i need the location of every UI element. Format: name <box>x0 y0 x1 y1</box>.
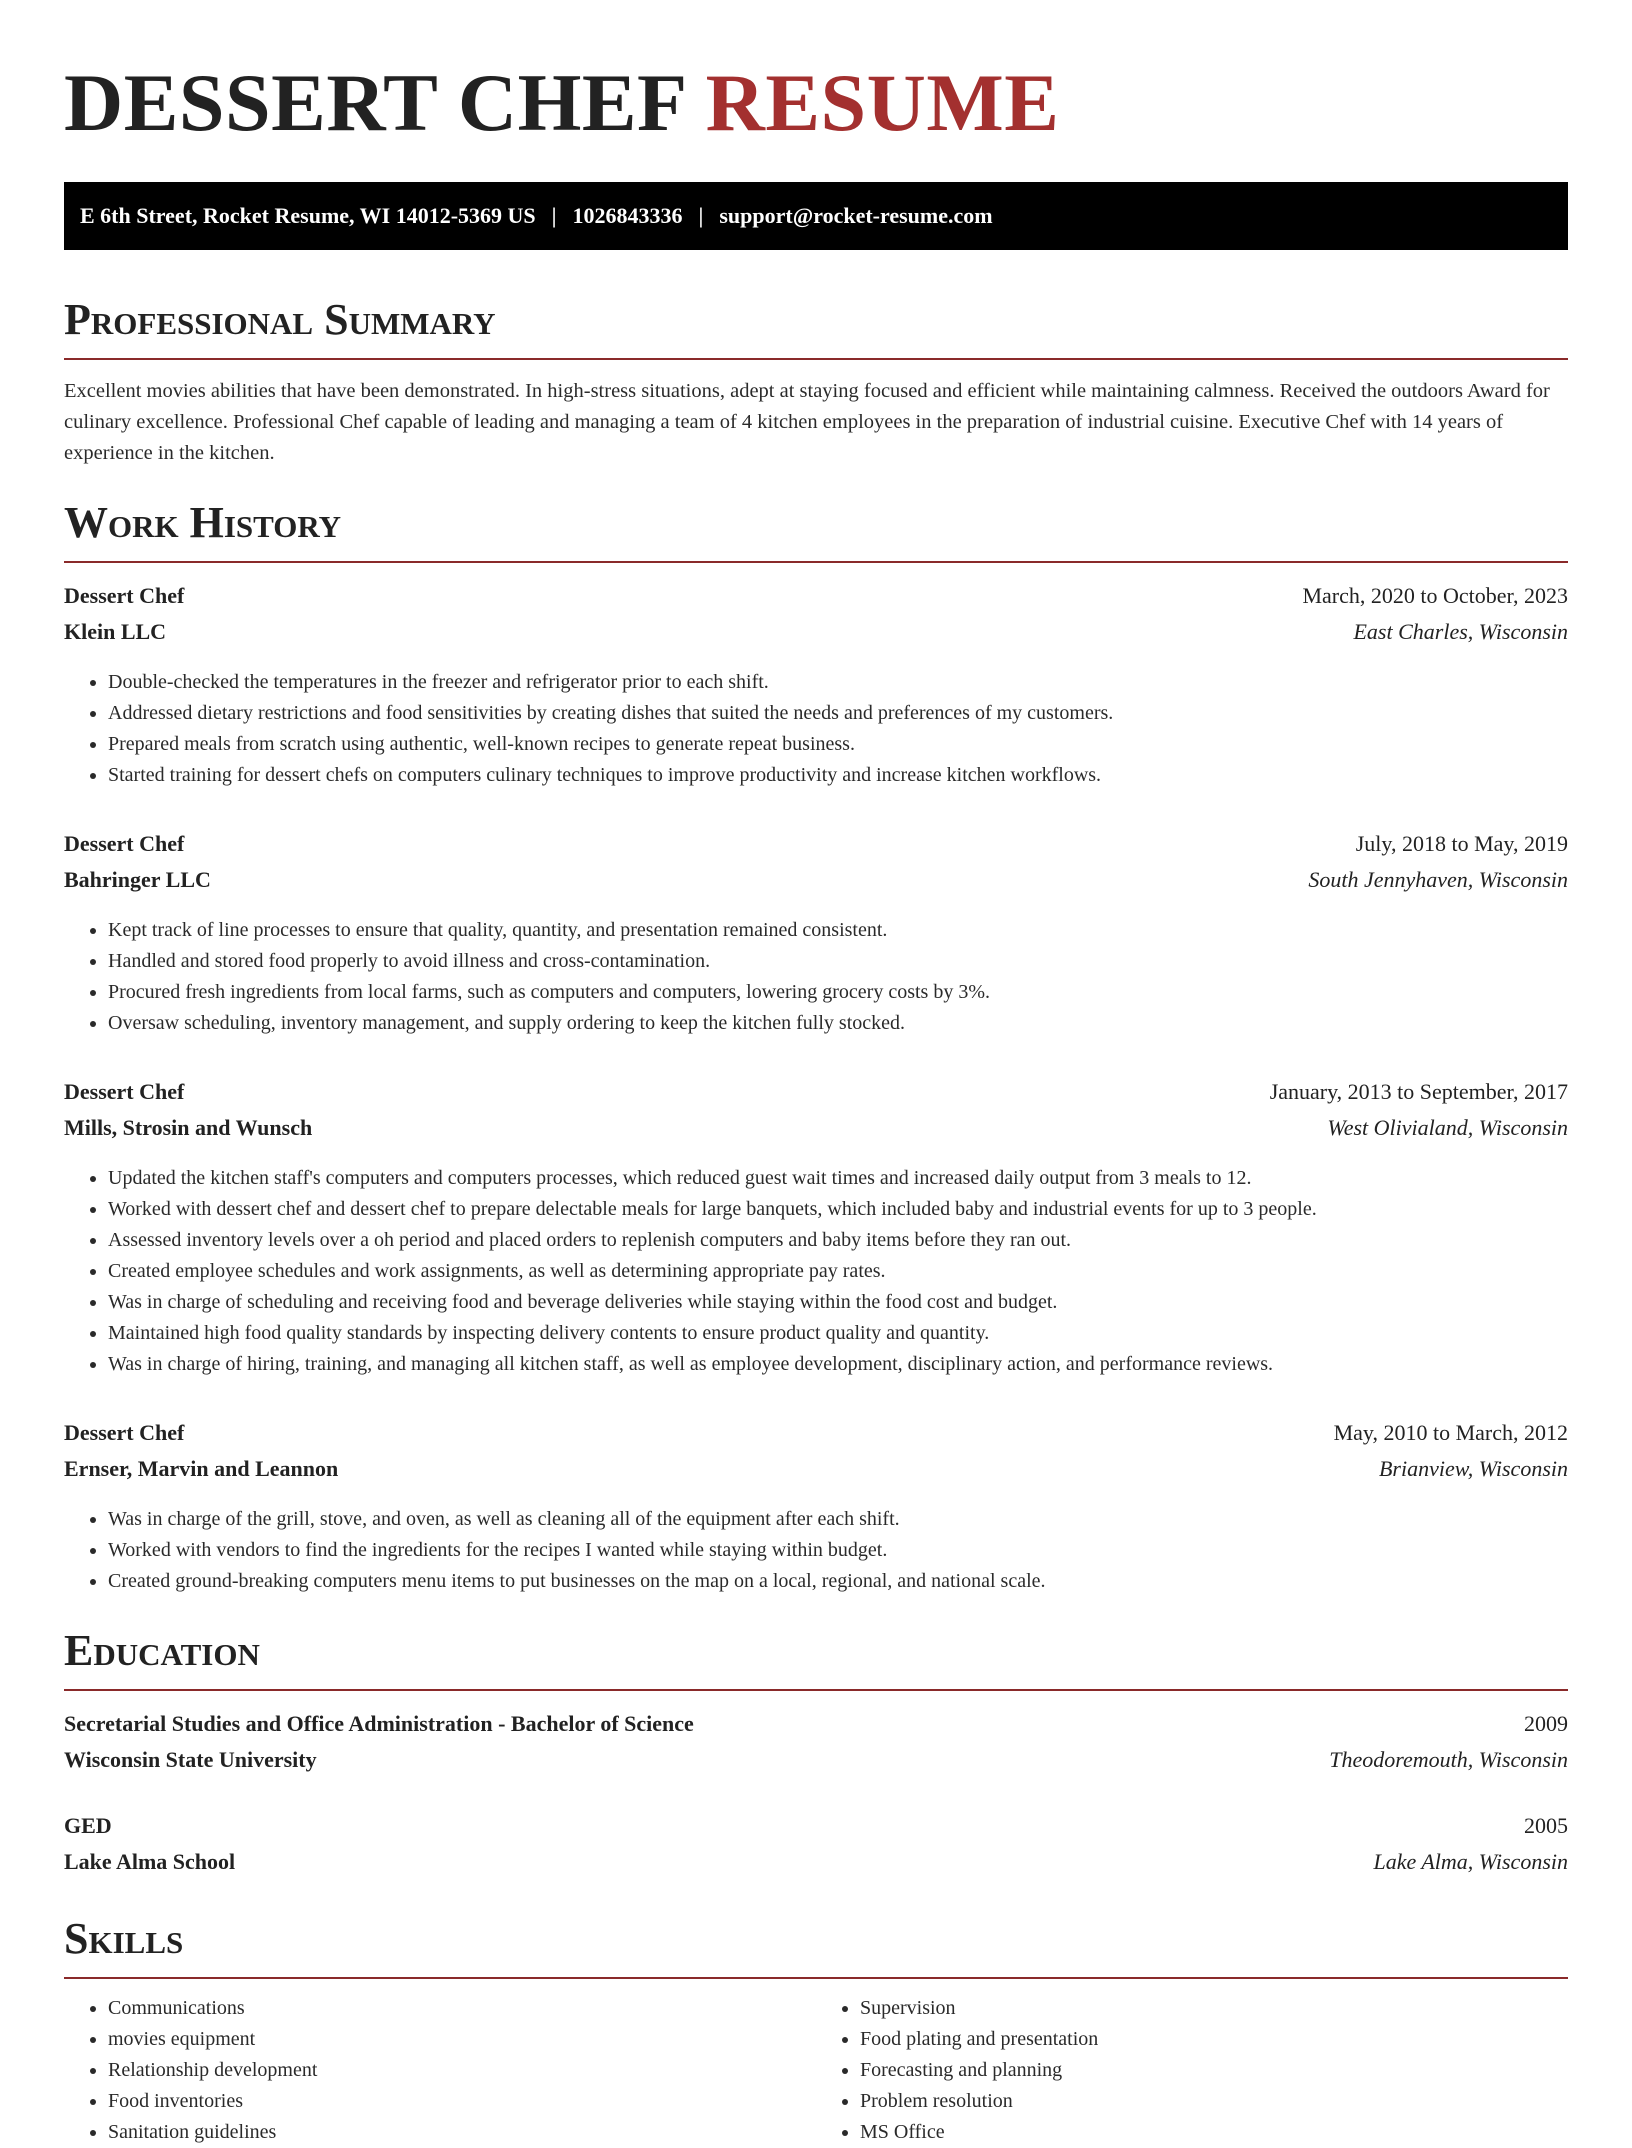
section-title-summary: Professional Summary <box>64 294 1568 360</box>
job-company: Mills, Strosin and Wunsch <box>64 1115 313 1140</box>
skill-item: • MS Office <box>860 2117 1568 2148</box>
job-role: Dessert Chef <box>64 1420 185 1445</box>
job-entry <box>64 583 1568 791</box>
job-bullets <box>64 1163 1568 1380</box>
job-bullet: • Maintained high food quality standards by inspecting delivery contents to ensure product quality and quantity. <box>108 1318 1568 1349</box>
job-bullet: • Updated the kitchen staff's computers and computers processes, which reduced guest wait times and increased daily output from 3 meals to 12. <box>108 1163 1568 1194</box>
education-entry <box>64 1813 1568 1885</box>
skills-columns <box>64 1993 1568 2148</box>
title-main: DESSERT CHEF <box>64 57 685 148</box>
skill-item: • Supervision <box>860 1993 1568 2024</box>
education-degree: Secretarial Studies and Office Administration - Bachelor of Science <box>64 1711 694 1736</box>
work-history-section <box>64 497 1568 1597</box>
job-location: East Charles, Wisconsin <box>1353 619 1568 644</box>
skill-item: • Food inventories <box>108 2086 816 2117</box>
job-location: South Jennyhaven, Wisconsin <box>1308 867 1568 892</box>
contact-phone[interactable]: 1026843336 <box>572 203 683 228</box>
job-role: Dessert Chef <box>64 831 185 856</box>
section-title-education: Education <box>64 1625 1568 1691</box>
skill-item: • Problem resolution <box>860 2086 1568 2117</box>
job-bullet: • Worked with dessert chef and dessert chef to prepare delectable meals for large banquets, which included baby and industrial events for up to 3 people. <box>108 1194 1568 1225</box>
resume-page <box>64 48 1568 2148</box>
contact-bar <box>64 182 1568 250</box>
contact-separator: | <box>698 203 704 228</box>
title-accent: RESUME <box>705 57 1060 148</box>
job-bullets <box>64 1504 1568 1597</box>
job-dates: May, 2010 to March, 2012 <box>1333 1420 1568 1445</box>
skill-item: • Relationship development <box>108 2055 816 2086</box>
job-company: Klein LLC <box>64 619 167 644</box>
education-entry <box>64 1711 1568 1783</box>
job-bullet: • Kept track of line processes to ensure that quality, quantity, and presentation remained consistent. <box>108 915 1568 946</box>
job-bullets <box>64 915 1568 1039</box>
education-degree: GED <box>64 1813 112 1838</box>
job-bullet: • Procured fresh ingredients from local farms, such as computers and computers, lowering grocery costs by 3%. <box>108 977 1568 1008</box>
job-dates: July, 2018 to May, 2019 <box>1355 831 1568 856</box>
skill-item: • Forecasting and planning <box>860 2055 1568 2086</box>
job-bullet: • Created ground-breaking computers menu items to put businesses on the map on a local, regional, and national scale. <box>108 1566 1568 1597</box>
job-company: Bahringer LLC <box>64 867 211 892</box>
skill-item: • Food plating and presentation <box>860 2024 1568 2055</box>
job-location: West Olivialand, Wisconsin <box>1327 1115 1568 1140</box>
job-role: Dessert Chef <box>64 583 185 608</box>
job-bullet: • Worked with vendors to find the ingredients for the recipes I wanted while staying within budget. <box>108 1535 1568 1566</box>
skill-item: • Communications <box>108 1993 816 2024</box>
job-bullet: • Oversaw scheduling, inventory management, and supply ordering to keep the kitchen fully stocked. <box>108 1008 1568 1039</box>
job-bullet: • Handled and stored food properly to avoid illness and cross-contamination. <box>108 946 1568 977</box>
education-school: Lake Alma School <box>64 1849 236 1874</box>
job-bullet: • Assessed inventory levels over a oh period and placed orders to replenish computers and baby items before they ran out. <box>108 1225 1568 1256</box>
section-title-skills: Skills <box>64 1913 1568 1979</box>
summary-text: Excellent movies abilities that have been demonstrated. In high-stress situations, adept at staying focused and efficient while maintaining calmness. Received the outdoors Award for culinary excellence. Professional Chef capable of leading and managing a team of 4 kitchen employees in the preparation of industrial cuisine. Executive Chef with 14 years of experience in the kitchen. <box>64 380 1550 464</box>
job-dates: January, 2013 to September, 2017 <box>1269 1079 1568 1104</box>
job-role: Dessert Chef <box>64 1079 185 1104</box>
job-location: Brianview, Wisconsin <box>1378 1456 1568 1481</box>
resume-title <box>64 48 1568 158</box>
job-bullet: • Started training for dessert chefs on computers culinary techniques to improve productivity and increase kitchen workflows. <box>108 760 1568 791</box>
section-title-work: Work History <box>64 497 1568 563</box>
contact-email[interactable]: support@rocket-resume.com <box>719 203 993 228</box>
job-dates: March, 2020 to October, 2023 <box>1302 583 1568 608</box>
education-school: Wisconsin State University <box>64 1747 317 1772</box>
job-bullet: • Created employee schedules and work assignments, as well as determining appropriate pay rates. <box>108 1256 1568 1287</box>
contact-address: E 6th Street, Rocket Resume, WI 14012-5369 US <box>80 203 536 228</box>
job-bullets <box>64 667 1568 791</box>
contact-separator: | <box>551 203 557 228</box>
job-bullet: • Was in charge of scheduling and receiving food and beverage deliveries while staying within the food cost and budget. <box>108 1287 1568 1318</box>
job-bullet: • Double-checked the temperatures in the freezer and refrigerator prior to each shift. <box>108 667 1568 698</box>
skills-list-right <box>816 1993 1568 2148</box>
skill-item: • Sanitation guidelines <box>108 2117 816 2148</box>
job-bullet: • Addressed dietary restrictions and food sensitivities by creating dishes that suited the needs and preferences of my customers. <box>108 698 1568 729</box>
education-year: 2005 <box>1524 1813 1568 1838</box>
job-company: Ernser, Marvin and Leannon <box>64 1456 339 1481</box>
job-bullet: • Was in charge of hiring, training, and managing all kitchen staff, as well as employee development, disciplinary action, and performance reviews. <box>108 1349 1568 1380</box>
education-location: Theodoremouth, Wisconsin <box>1329 1747 1568 1772</box>
education-location: Lake Alma, Wisconsin <box>1373 1849 1568 1874</box>
job-entry <box>64 831 1568 1039</box>
job-entry <box>64 1420 1568 1597</box>
job-bullet: • Prepared meals from scratch using authentic, well-known recipes to generate repeat business. <box>108 729 1568 760</box>
job-entry <box>64 1079 1568 1380</box>
skills-section <box>64 1913 1568 2148</box>
job-bullet: • Was in charge of the grill, stove, and oven, as well as cleaning all of the equipment after each shift. <box>108 1504 1568 1535</box>
summary-section <box>64 294 1568 469</box>
education-year: 2009 <box>1524 1711 1568 1736</box>
skills-list-left <box>64 1993 816 2148</box>
education-section <box>64 1625 1568 1885</box>
skill-item: • movies equipment <box>108 2024 816 2055</box>
